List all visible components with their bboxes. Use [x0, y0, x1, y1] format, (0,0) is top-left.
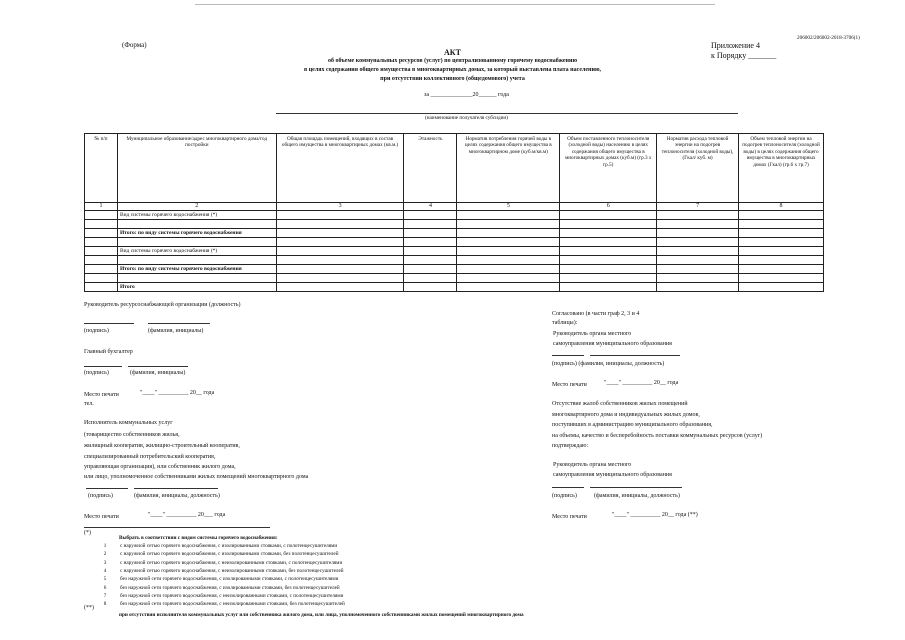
table-row: [85, 283, 824, 292]
footnote-item: [90, 601, 345, 607]
table-cell: [457, 283, 560, 292]
table-row: [85, 247, 824, 256]
table-cell: [739, 238, 824, 247]
tel-label: тел.: [84, 401, 94, 407]
table-cell: [457, 229, 560, 238]
footnote-item-number: 6: [103, 584, 107, 591]
top-rule: [195, 4, 715, 5]
table-cell: [657, 229, 739, 238]
sig-line: [590, 355, 680, 356]
footnote-star-mark: (*): [84, 530, 91, 536]
title-line2: в целях содержания общего имущества в многоквартирных домах, за который выставлена плата населению,: [303, 67, 602, 73]
footnote-item-number: 8: [103, 601, 107, 608]
table-cell: [276, 247, 404, 256]
column-number: 2: [117, 203, 276, 211]
footnote-item-text: с наружной сетью горячего водоснабжения, с изолированными стояками, без полотенцесушителей: [120, 551, 339, 558]
table-cell: [739, 265, 824, 274]
row-label: [117, 274, 276, 283]
executor-line: (товарищество собственников жилья,: [84, 432, 180, 438]
complaints-line: на объемы, качество и бесперебойность поставки коммунальных ресурсов (услуг): [552, 433, 763, 439]
table-cell: [560, 256, 657, 265]
local-head-line: Руководитель органа местного: [553, 331, 632, 337]
sig-line: [128, 366, 188, 367]
table-cell: [657, 211, 739, 220]
table-cell: [276, 283, 404, 292]
resource-head: Руководитель ресурсоснабжающей организации (должность): [84, 302, 241, 308]
right-stamp1-label: Место печати: [552, 382, 587, 388]
column-number: 6: [560, 203, 657, 211]
right-sig2-sign-caption: (подпись): [552, 493, 577, 499]
footnote-double-star-mark: (**): [84, 605, 94, 611]
column-number: 4: [404, 203, 457, 211]
column-number: 5: [457, 203, 560, 211]
table-cell: [404, 274, 457, 283]
sig2-sign-caption: (подпись): [84, 370, 109, 376]
complaints-line: многоквартирного дома и индивидуальных жилых домов,: [552, 412, 700, 418]
table-cell: [560, 265, 657, 274]
executor-line: или лицо, уполномоченное собственниками жилых помещений многоквартирного дома: [84, 474, 309, 480]
sig-line: [552, 355, 584, 356]
table-cell: [85, 274, 118, 283]
table-cell: [457, 274, 560, 283]
column-number: 7: [657, 203, 739, 211]
stamp1-date: "____" __________ 20__ года: [140, 390, 215, 396]
footnote-item: [90, 593, 343, 599]
footnote-item-number: 4: [103, 567, 107, 574]
table-cell: [85, 247, 118, 256]
footnote-item-number: 5: [103, 576, 107, 583]
footnote-item-text: с наружной сетью горячего водоснабжения, с неизолированными стояками, без полотенцесушителей: [120, 567, 344, 574]
header-cell: Объем поставленного теплоносителя (холодной воды) населению в целях содержания общего имущества в многоквартирных домах (куб.м) (гр.3 х гр.5): [560, 134, 657, 203]
title-line3: при отсутствии коллективного (общедомового) учета: [380, 76, 525, 82]
footnote-item: [90, 576, 338, 582]
executor-line: специализированный потребительский кооператив,: [84, 454, 216, 460]
column-number-row: [85, 203, 824, 211]
footnote-item-text: без наружной сети горячего водоснабжения, с неизолированными стояками, без полотенцесушителей: [120, 601, 345, 608]
footnote-item: [90, 560, 342, 566]
appendix-line1: Приложение 4: [711, 41, 760, 50]
table-body: [85, 211, 824, 292]
table-row: [85, 256, 824, 265]
footnote-item-text: без наружной сети горячего водоснабжения, с неизолированными стояками, с полотенцесушителями: [120, 592, 344, 599]
table-cell: [457, 211, 560, 220]
table-cell: [739, 283, 824, 292]
footnote-item-text: без наружной сети горячего водоснабжения, с изолированными стояками, без полотенцесушителей: [120, 584, 340, 591]
complaints-line: Отсутствие жалоб собственников жилых помещений: [552, 401, 688, 407]
stamp1-label: Место печати: [84, 392, 119, 398]
recipient-caption: (наименование получателя субсидии): [425, 115, 508, 121]
complaints-line: подтверждаю:: [552, 443, 589, 449]
row-label: [117, 220, 276, 229]
table-row: [85, 238, 824, 247]
header-cell: Объем тепловой энергии на подогрев теплоносителя (холодной воды) в целях содержания общего имущества в многоквартирных домах (Гкал) (гр.6 х гр.7): [739, 134, 824, 203]
footnote-item-text: с наружной сетью горячего водоснабжения, с изолированными стояками, с полотенцесушителями: [120, 543, 338, 549]
data-table: [84, 133, 824, 292]
table-cell: [560, 238, 657, 247]
footnote-item-text: с наружной сетью горячего водоснабжения, с неизолированными стояками, с полотенцесушителями: [120, 559, 343, 566]
table-row: [85, 229, 824, 238]
row-label: Вид системы горячего водоснабжения (*): [117, 247, 276, 256]
table-cell: [457, 265, 560, 274]
table-row: [85, 220, 824, 229]
footnote-item: [90, 543, 337, 549]
sig3-name-caption: (фамилия, инициалы, должность): [134, 493, 220, 499]
column-number: 3: [276, 203, 404, 211]
footnote-rule: [84, 527, 270, 528]
footnote-item-text: без наружной сети горячего водоснабжения, с изолированными стояками, с полотенцесушителями: [120, 576, 339, 583]
header-cell: Норматив потребления горячей воды в целях содержания общего имущества в многоквартирном доме (куб.м/кв.м): [457, 134, 560, 203]
row-label: [117, 238, 276, 247]
table-cell: [739, 256, 824, 265]
table-cell: [404, 238, 457, 247]
column-number: 8: [739, 203, 824, 211]
table-cell: [85, 211, 118, 220]
table-cell: [276, 220, 404, 229]
table-cell: [276, 274, 404, 283]
row-label: [117, 256, 276, 265]
footnote-item: [90, 585, 340, 591]
table-cell: [657, 283, 739, 292]
header-cell: Норматив расхода тепловой энергии на подогрев теплоносителя (холодной воды), (Гкал/ куб. м): [657, 134, 739, 203]
sig3-sign-caption: (подпись): [88, 493, 113, 499]
header-cell: Муниципальное образование/адрес многоквартирного дома/год постройки: [117, 134, 276, 203]
local-head-line: самоуправления муниципального образования: [553, 341, 672, 347]
recipient-rule: [276, 113, 738, 114]
table-cell: [457, 256, 560, 265]
local-head2-line: самоуправления муниципального образования: [553, 472, 672, 478]
table-cell: [457, 247, 560, 256]
footnote-item: [90, 551, 338, 557]
complaints-line: поступивших в администрацию муниципального образования,: [552, 422, 713, 428]
right-sig2-name-caption: (фамилия, инициалы, должность): [594, 493, 680, 499]
sig-line: [84, 323, 134, 324]
footnote-item: [90, 568, 344, 574]
table-cell: [85, 229, 118, 238]
table-cell: [657, 256, 739, 265]
row-label: Итого: по виду системы горячего водоснабжения: [117, 229, 276, 238]
table-cell: [560, 229, 657, 238]
footnote-double-star-text: при отсутствии исполнителя коммунальных услуг или собственника жилого дома, или лица, уполномоченного собственниками жилых помещений многоквартирного дома: [119, 612, 524, 618]
table-cell: [560, 283, 657, 292]
column-number: 1: [85, 203, 118, 211]
table-cell: [276, 265, 404, 274]
sig1-sign-caption: (подпись): [84, 328, 109, 334]
table-cell: [404, 256, 457, 265]
footnote-item-number: 1: [103, 543, 107, 549]
stamp2-date: "____" __________ 20___ года: [148, 512, 226, 518]
row-label: Итого: [117, 283, 276, 292]
table-cell: [739, 211, 824, 220]
right-sig1-caption: (подпись) (фамилия, инициалы, должность): [552, 361, 665, 367]
table-cell: [739, 229, 824, 238]
table-row: [85, 265, 824, 274]
stamp2-label: Место печати: [84, 514, 119, 520]
table-cell: [276, 238, 404, 247]
table-row: [85, 274, 824, 283]
footnote-item-number: 3: [103, 559, 107, 566]
period-line: за ______________20______ года: [424, 92, 509, 98]
table-cell: [560, 211, 657, 220]
header-cell: Этажность: [404, 134, 457, 203]
footnote-item-number: 7: [103, 592, 107, 599]
header-cell: № п/п: [85, 134, 118, 203]
agreed-line: Согласовано (в части граф 2, 3 и 4: [552, 311, 640, 317]
appendix-line2: к Порядку _______: [711, 51, 777, 60]
table-cell: [85, 283, 118, 292]
table-row: [85, 211, 824, 220]
table-cell: [276, 211, 404, 220]
sig-line: [148, 323, 210, 324]
local-head2-line: Руководитель органа местного: [553, 462, 632, 468]
right-stamp2-label: Место печати: [552, 514, 587, 520]
sig-line: [84, 366, 122, 367]
table-cell: [657, 238, 739, 247]
agreed-line: таблицы):: [552, 320, 578, 326]
footnote-heading: Выбрать в соответствии с видом системы горячего водоснабжения:: [119, 535, 278, 541]
sig-line: [590, 487, 682, 488]
table-cell: [85, 265, 118, 274]
table-cell: [657, 247, 739, 256]
table-cell: [85, 220, 118, 229]
table-cell: [404, 229, 457, 238]
footnote-item-number: 2: [103, 551, 107, 558]
table-cell: [404, 265, 457, 274]
table-cell: [85, 256, 118, 265]
row-label: Итого: по виду системы горячего водоснабжения: [117, 265, 276, 274]
executor-line: жилищный кооператив, жилищно-строительный кооператив,: [84, 443, 240, 449]
sig-line: [134, 488, 218, 489]
table-cell: [276, 256, 404, 265]
table-cell: [404, 283, 457, 292]
table-cell: [404, 220, 457, 229]
table-cell: [657, 220, 739, 229]
table-cell: [404, 211, 457, 220]
table-cell: [276, 229, 404, 238]
executor-line: управляющая организация), или собственник жилого дома,: [84, 464, 236, 470]
table-cell: [739, 247, 824, 256]
table-cell: [560, 220, 657, 229]
table-header-row: [85, 134, 824, 203]
title-line1: об объеме коммунальных ресурсов (услуг) по централизованному горячему водоснабжению: [327, 58, 578, 64]
doc-code: 206002/206002-2018-3706(1): [797, 35, 860, 41]
doc-heading: АКТ: [444, 48, 461, 57]
table-cell: [560, 247, 657, 256]
right-stamp2-date: "____" __________ 20__ года (**): [612, 512, 698, 518]
row-label: Вид системы горячего водоснабжения (*): [117, 211, 276, 220]
right-stamp1-date: "____" __________ 20__ года: [604, 380, 679, 386]
table-cell: [657, 265, 739, 274]
table-cell: [85, 238, 118, 247]
table-cell: [739, 220, 824, 229]
table-cell: [404, 247, 457, 256]
sig1-name-caption: (фамилия, инициалы): [148, 328, 204, 334]
executor-line: Исполнитель коммунальных услуг: [84, 420, 173, 426]
sig-line: [86, 488, 128, 489]
table-cell: [457, 220, 560, 229]
sig2-name-caption: (фамилия, инициалы): [130, 370, 186, 376]
sig-line: [552, 487, 584, 488]
table-cell: [457, 238, 560, 247]
table-cell: [657, 274, 739, 283]
form-label: (Форма): [122, 41, 147, 49]
header-cell: Общая площадь помещений, входящих в состав общего имущества в многоквартирных домах (кв.м.): [276, 134, 404, 203]
table-cell: [560, 274, 657, 283]
table-cell: [739, 274, 824, 283]
accountant-label: Главный бухгалтер: [84, 349, 133, 355]
